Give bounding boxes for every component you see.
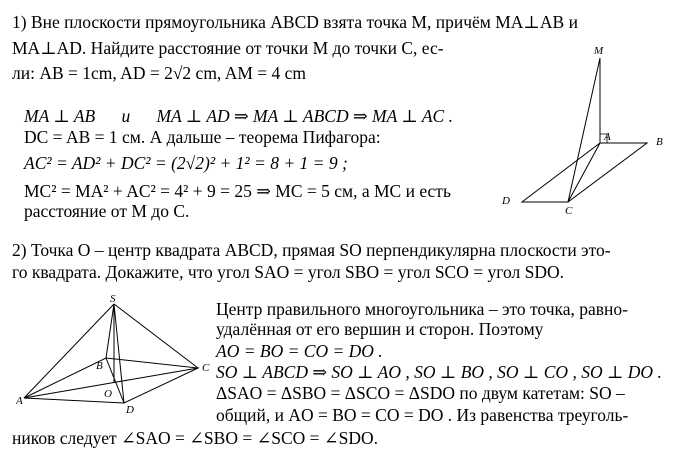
label-d: D: [126, 404, 134, 416]
problem2-solution-1: Центр правильного многоугольника – это точка, равно-: [216, 299, 628, 319]
label-a: A: [16, 395, 23, 407]
problem1-line-2: MA⊥AD. Найдите расстояние от точки M до точки C, ес-: [12, 38, 444, 58]
label-c: C: [202, 362, 210, 374]
label-b: B: [656, 136, 663, 148]
label-s: S: [110, 293, 116, 305]
segment-mc: [568, 58, 600, 202]
problem2-solution-5: ΔSAO = ΔSBO = ΔSCO = ΔSDO по двум катетам: SO –: [216, 383, 625, 403]
edge-sd: [114, 304, 124, 403]
label-o: O: [104, 388, 112, 400]
problem2-line-1: 2) Точка O – центр квадрата ABCD, прямая SO перпендикулярна плоскости это-: [12, 240, 611, 260]
problem1-solution-4: MC² = MA² + AC² = 4² + 9 = 25 ⇒ MC = 5 см, а MC и есть: [24, 181, 451, 201]
label-a: A: [604, 131, 611, 143]
edge-sc: [114, 304, 198, 368]
problem1-solution-5: расстояние от M до C.: [24, 201, 190, 221]
figure-pyramid: [16, 292, 216, 422]
problem1-solution-3: AC² = AD² + DC² = (2√2)² + 1² = 8 + 1 = 9 ;: [24, 153, 348, 173]
segment-ac: [568, 143, 600, 202]
problem1-line-3: ли: AB = 1cm, AD = 2√2 cm, AM = 4 cm: [12, 63, 307, 83]
problem1-solution-1: MA ⊥ AB и MA ⊥ AD ⇒ MA ⊥ ABCD ⇒ MA ⊥ AC .: [24, 106, 453, 126]
problem2-solution-2: удалённая от его вершин и сторон. Поэтому: [216, 319, 544, 339]
label-b: B: [96, 360, 103, 372]
problem2-solution-6: общий, и AO = BO = CO = DO . Из равенства треуголь-: [216, 405, 629, 425]
problem2-solution-7: ников следует ∠SAO = ∠SBO = ∠SCO = ∠SDO.: [12, 428, 378, 448]
figure-rectangle-point-m: [500, 42, 680, 217]
problem2-solution-4: SO ⊥ ABCD ⇒ SO ⊥ AO , SO ⊥ BO , SO ⊥ CO , SO ⊥ DO .: [216, 362, 662, 382]
problem2-line-2: го квадрата. Докажите, что угол SAO = угол SBO = угол SCO = угол SDO.: [12, 262, 564, 282]
problem1-line-1: 1) Вне плоскости прямоугольника ABCD взята точка M, причём MA⊥AB и: [12, 12, 578, 32]
problem2-solution-3: AO = BO = CO = DO .: [216, 341, 383, 361]
edge-sa: [24, 304, 114, 398]
label-d: D: [502, 195, 510, 207]
label-m: M: [594, 45, 604, 57]
label-c: C: [565, 205, 573, 217]
edge-sb: [106, 304, 114, 358]
problem1-solution-2: DC = AB = 1 см. А дальше – теорема Пифагора:: [24, 127, 381, 147]
